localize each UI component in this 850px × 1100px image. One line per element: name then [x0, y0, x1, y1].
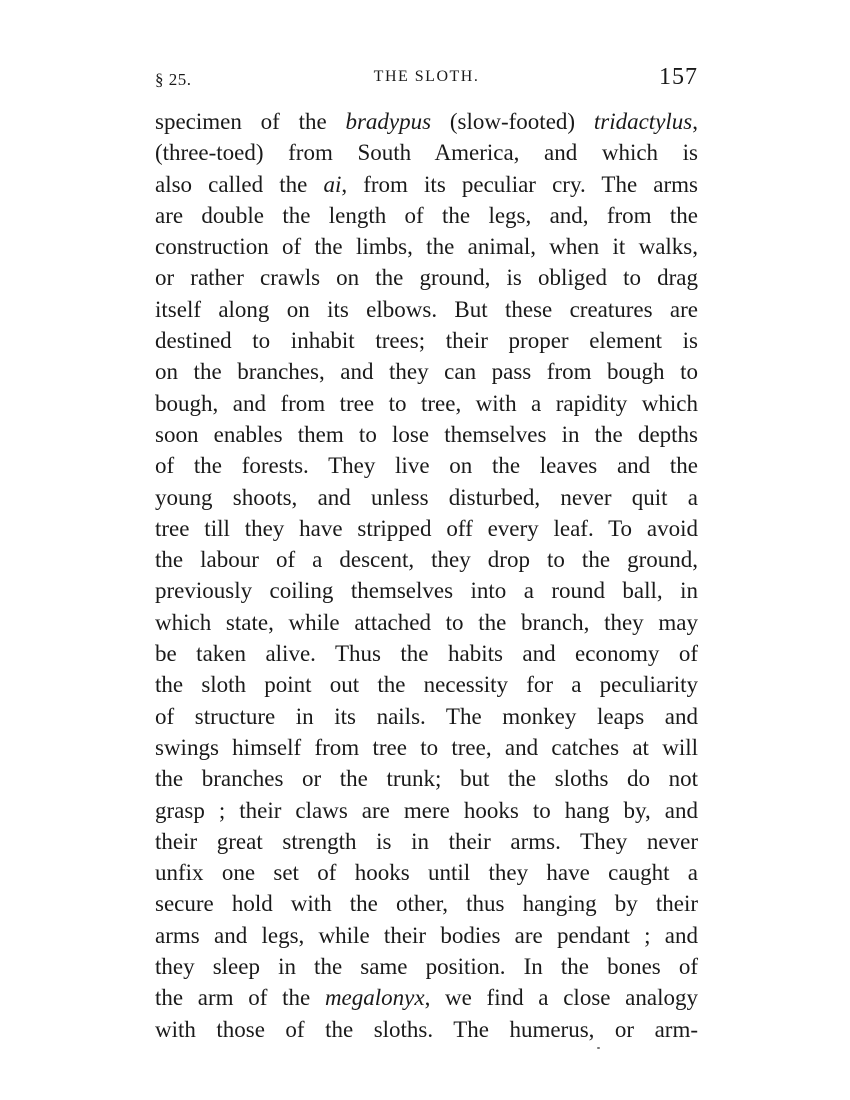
text-run: bough, and from tree to tree, with a rapidity which: [155, 390, 698, 416]
text-line: [155, 450, 698, 481]
text-run: the sloth point out the necessity for a peculiarity: [155, 672, 698, 698]
text-line: [155, 262, 698, 293]
text-run: (slow-footed): [431, 109, 594, 134]
text-line: [155, 106, 698, 137]
text-run: of structure in its nails. The monkey leaps and: [155, 703, 698, 729]
page-number: 157: [659, 64, 698, 90]
text-line: [155, 795, 698, 826]
text-line: [155, 419, 698, 450]
text-line: [155, 607, 698, 638]
text-run: construction of the limbs, the animal, when it walks,: [155, 234, 698, 260]
text-line: [155, 763, 698, 794]
text-line: [155, 575, 698, 606]
text-line: [155, 137, 698, 168]
text-line: [155, 294, 698, 325]
text-run: (three-toed) from South America, and which is: [155, 140, 698, 166]
text-line: [155, 732, 698, 763]
text-run: the branches or the trunk; but the sloths do not: [155, 766, 698, 792]
italic-term: bradypus: [345, 109, 432, 134]
text-run: be taken alive. Thus the habits and economy of: [155, 641, 698, 667]
italic-term: megalonyx: [324, 985, 425, 1011]
body-text: [155, 106, 698, 1045]
text-run: arms and legs, while their bodies are pendant ; and: [155, 922, 698, 948]
paper-speck: [597, 1047, 600, 1049]
text-run: the labour of a descent, they drop to the ground,: [155, 547, 698, 573]
text-run: itself along on its elbows. But these creatures are: [155, 296, 698, 322]
running-head: [155, 64, 698, 94]
text-line: [155, 513, 698, 544]
text-run: on the branches, and they can pass from bough to: [155, 359, 698, 385]
text-run: the arm of the: [155, 985, 325, 1011]
text-run: swings himself from tree to tree, and catches at will: [155, 734, 698, 760]
text-line: [155, 231, 698, 262]
text-run: , we find a close analogy: [424, 985, 698, 1011]
text-run: specimen of the: [155, 109, 346, 134]
text-line: [155, 325, 698, 356]
text-run: ,: [692, 109, 698, 134]
text-run: previously coiling themselves into a round ball, in: [155, 578, 698, 604]
text-line: [155, 888, 698, 919]
text-run: with those of the sloths. The humerus, or arm-: [155, 1016, 698, 1042]
text-run: grasp ; their claws are mere hooks to hang by, and: [155, 797, 698, 823]
text-run: they sleep in the same position. In the bones of: [155, 954, 698, 980]
text-line: [155, 169, 698, 200]
text-run: soon enables them to lose themselves in the depths: [155, 421, 698, 447]
text-run: are double the length of the legs, and, from the: [155, 202, 698, 228]
text-line: [155, 982, 698, 1013]
italic-term: ai: [323, 171, 342, 197]
italic-term: tridactylus: [593, 109, 693, 134]
text-line: [155, 544, 698, 575]
text-line: [155, 669, 698, 700]
section-number: § 25.: [155, 70, 192, 89]
text-line: [155, 951, 698, 982]
chapter-title: THE SLOTH.: [373, 68, 480, 85]
text-line: [155, 200, 698, 231]
text-run: tree till they have stripped off every leaf. To avoid: [155, 515, 698, 541]
text-run: , from its peculiar cry. The arms: [341, 171, 698, 197]
text-run: secure hold with the other, thus hanging by their: [155, 891, 698, 917]
text-run: or rather crawls on the ground, is obliged to drag: [155, 265, 698, 291]
text-line: [155, 638, 698, 669]
text-line: [155, 1014, 698, 1045]
text-run: destined to inhabit trees; their proper element is: [155, 328, 698, 354]
text-run: of the forests. They live on the leaves and the: [155, 453, 698, 479]
text-run: young shoots, and unless disturbed, never quit a: [155, 484, 698, 510]
text-line: [155, 857, 698, 888]
text-line: [155, 388, 698, 419]
text-line: [155, 356, 698, 387]
text-line: [155, 701, 698, 732]
text-run: their great strength is in their arms. They never: [155, 828, 698, 854]
text-line: [155, 482, 698, 513]
text-run: which state, while attached to the branch, they may: [155, 609, 698, 635]
text-line: [155, 826, 698, 857]
text-line: [155, 920, 698, 951]
text-run: also called the: [155, 171, 324, 197]
text-run: unfix one set of hooks until they have caught a: [155, 860, 698, 886]
